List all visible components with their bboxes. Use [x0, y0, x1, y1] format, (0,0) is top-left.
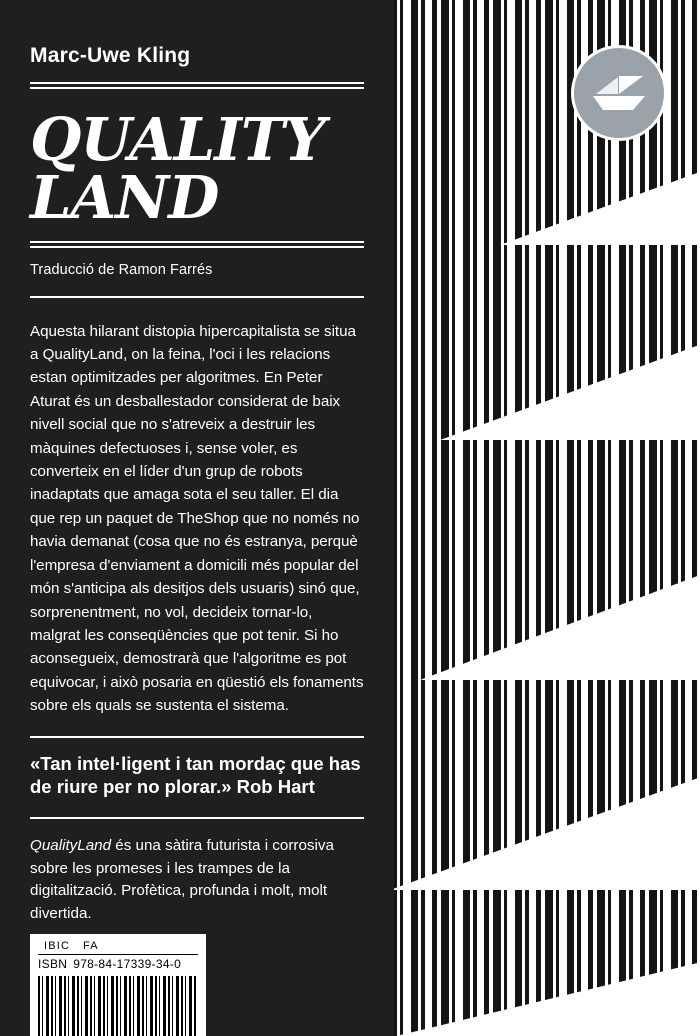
isbn-block	[30, 934, 206, 1036]
isbn-line	[38, 954, 198, 971]
publisher-roundel	[571, 45, 667, 141]
paper-boat-icon	[591, 74, 647, 112]
review-quote: «Tan intel·ligent i tan mordaç que has de riure per no plorar.» Rob Hart	[30, 752, 361, 798]
isbn-number: 978-84-17339-34-0	[73, 957, 182, 971]
tagline-text: és una sàtira futurista i corrosiva sobre les promeses i les trampes de la digitalització. Profètica, profunda i molt, molt divertida.	[30, 836, 334, 923]
ibic-label: IBIC	[44, 940, 71, 952]
ibic-line	[44, 940, 198, 952]
tagline-title: QualityLand	[30, 836, 112, 854]
tagline	[30, 835, 364, 926]
divider-above-quote	[30, 736, 364, 738]
isbn-label: ISBN	[38, 957, 68, 971]
author-name: Marc-Uwe Kling	[30, 44, 191, 67]
ibic-code: FA	[82, 940, 99, 952]
translator-credit: Traducció de Ramon Farrés	[30, 261, 213, 278]
divider-double-mid	[30, 241, 364, 248]
title-line-1: QUALITY	[30, 105, 325, 174]
back-cover-blurb: Aquesta hilarant distopia hipercapitalista se situa a QualityLand, on la feina, l'oci i les relacions estan optimitzades per algoritmes. En Peter Aturat és un desballestador considerat de baix nivell social que no s'atreveix a destruir les màquines defectuoses i, sense voler, es converteix en el líder d'un grup de robots inadaptats que amaga sota el seu taller. El dia que rep un paquet de TheShop que no només no havia demanat (cosa que no és estranya, perquè l'empresa d'enviament a domicili més popular del món s'anticipa als desitjos dels usuaris) sinó que, sorprenentment, no vol, decideix tornar-lo, malgrat les conseqüències que pot tenir. Si ho aconsegueix, demostrarà que l'algoritme es pot equivocar, i això posaria en qüestió els fonaments sobre els quals se sustenta el sistema.	[30, 322, 364, 715]
barcode-artwork-panel	[380, 0, 700, 1036]
title-line-2: LAND	[30, 162, 219, 232]
divider-above-tagline	[30, 817, 364, 819]
isbn-barcode	[38, 976, 198, 1036]
divider-under-translator	[30, 296, 364, 298]
book-title	[30, 105, 364, 232]
divider-double-top	[30, 82, 364, 89]
